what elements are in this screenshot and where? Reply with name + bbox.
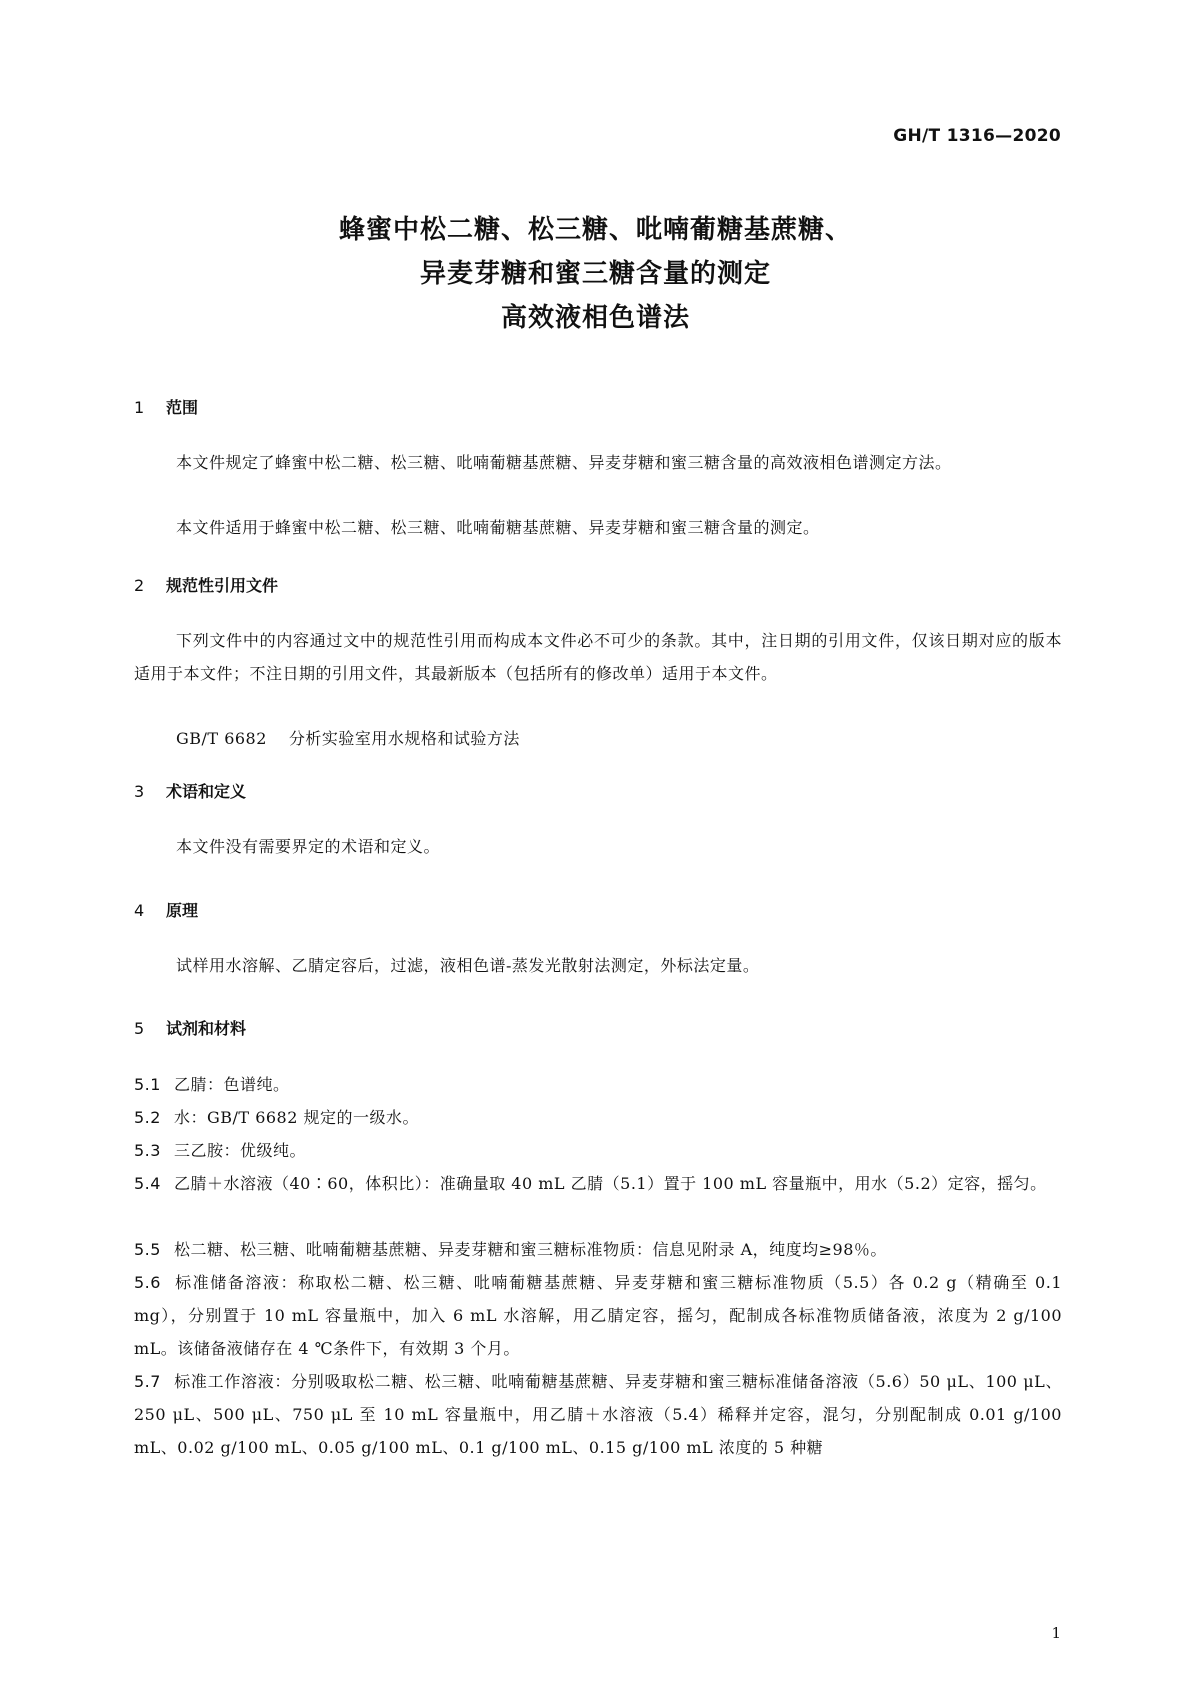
paragraph: 本文件适用于蜂蜜中松二糖、松三糖、吡喃葡糖基蔗糖、异麦芽糖和蜜三糖含量的测定。 xyxy=(176,518,820,537)
item-number: 5.3 xyxy=(134,1141,161,1160)
section-heading-normative-references xyxy=(134,573,278,596)
section-heading-scope xyxy=(134,395,198,418)
title-line-1: 蜂蜜中松二糖、松三糖、吡喃葡糖基蔗糖、 xyxy=(338,215,852,245)
section-number: 4 xyxy=(134,901,145,920)
section-title: 试剂和材料 xyxy=(166,1019,247,1038)
title-line-2: 异麦芽糖和蜜三糖含量的测定 xyxy=(419,259,771,289)
section-number: 3 xyxy=(134,782,145,801)
section-heading-reagents xyxy=(134,1016,246,1039)
title-line-3: 高效液相色谱法 xyxy=(500,303,690,333)
list-item xyxy=(134,1233,1062,1266)
section-number: 2 xyxy=(134,576,145,595)
item-text: 标准储备溶液：称取松二糖、松三糖、吡喃葡糖基蔗糖、异麦芽糖和蜜三糖标准物质（5.5）各 0.2 g（精确至 0.1 mg），分别置于 10 mL 容量瓶中，加入 6 mL 水溶解，用乙腈定容，摇匀，配制成各标准物质储备液，浓度为 2 g/100 mL。该储备液储存在 4 ℃条件下，有效期 3 个月。 xyxy=(134,1273,1062,1358)
item-text: 标准工作溶液：分别吸取松二糖、松三糖、吡喃葡糖基蔗糖、异麦芽糖和蜜三糖标准储备溶液（5.6）50 μL、100 μL、250 μL、500 μL、750 μL 至 10 mL 容量瓶中，用乙腈＋水溶液（5.4）稀释并定容，混匀，分别配制成 0.01 g/100 mL、0.02 g/100 mL、0.05 g/100 mL、0.1 g/100 mL、0.15 g/100 mL 浓度的 5 种糖 xyxy=(134,1372,1062,1457)
list-item xyxy=(134,1101,1062,1134)
item-number: 5.6 xyxy=(134,1273,161,1292)
section-heading-terms xyxy=(134,779,246,802)
paragraph: 本文件没有需要界定的术语和定义。 xyxy=(176,837,441,856)
list-item xyxy=(134,1134,1062,1167)
section-title: 原理 xyxy=(166,901,199,920)
list-item xyxy=(134,1068,1062,1101)
item-text: 水：GB/T 6682 规定的一级水。 xyxy=(174,1108,419,1127)
page-number: 1 xyxy=(1051,1624,1061,1642)
section-title: 术语和定义 xyxy=(166,782,247,801)
item-number: 5.7 xyxy=(134,1372,161,1391)
section-number: 5 xyxy=(134,1019,145,1038)
document-title xyxy=(0,208,1191,340)
list-item xyxy=(134,1365,1062,1464)
section-title: 范围 xyxy=(166,398,199,417)
item-number: 5.4 xyxy=(134,1174,161,1193)
item-text: 松二糖、松三糖、吡喃葡糖基蔗糖、异麦芽糖和蜜三糖标准物质：信息见附录 A，纯度均≥98％。 xyxy=(174,1240,887,1259)
paragraph: 下列文件中的内容通过文中的规范性引用而构成本文件必不可少的条款。其中，注日期的引用文件，仅该日期对应的版本适用于本文件；不注日期的引用文件，其最新版本（包括所有的修改单）适用于本文件。 xyxy=(134,631,1062,683)
list-item xyxy=(134,1167,1062,1200)
item-number: 5.1 xyxy=(134,1075,161,1094)
item-number: 5.2 xyxy=(134,1108,161,1127)
reference-entry xyxy=(176,722,520,755)
reference-code: GB/T 6682 xyxy=(176,729,267,748)
section-heading-principle xyxy=(134,898,198,921)
section-title: 规范性引用文件 xyxy=(166,576,279,595)
paragraph: 本文件规定了蜂蜜中松二糖、松三糖、吡喃葡糖基蔗糖、异麦芽糖和蜜三糖含量的高效液相色谱测定方法。 xyxy=(176,453,952,472)
list-item xyxy=(134,1266,1062,1365)
item-text: 三乙胺：优级纯。 xyxy=(174,1141,307,1160)
item-text: 乙腈＋水溶液（40∶60，体积比）：准确量取 40 mL 乙腈（5.1）置于 100 mL 容量瓶中，用水（5.2）定容，摇匀。 xyxy=(174,1174,1047,1193)
item-number: 5.5 xyxy=(134,1240,161,1259)
item-text: 乙腈：色谱纯。 xyxy=(174,1075,290,1094)
paragraph: 试样用水溶解、乙腈定容后，过滤，液相色谱-蒸发光散射法测定，外标法定量。 xyxy=(176,956,760,975)
standard-code: GH/T 1316—2020 xyxy=(893,126,1061,146)
section-number: 1 xyxy=(134,398,145,417)
reference-title: 分析实验室用水规格和试验方法 xyxy=(288,729,520,748)
